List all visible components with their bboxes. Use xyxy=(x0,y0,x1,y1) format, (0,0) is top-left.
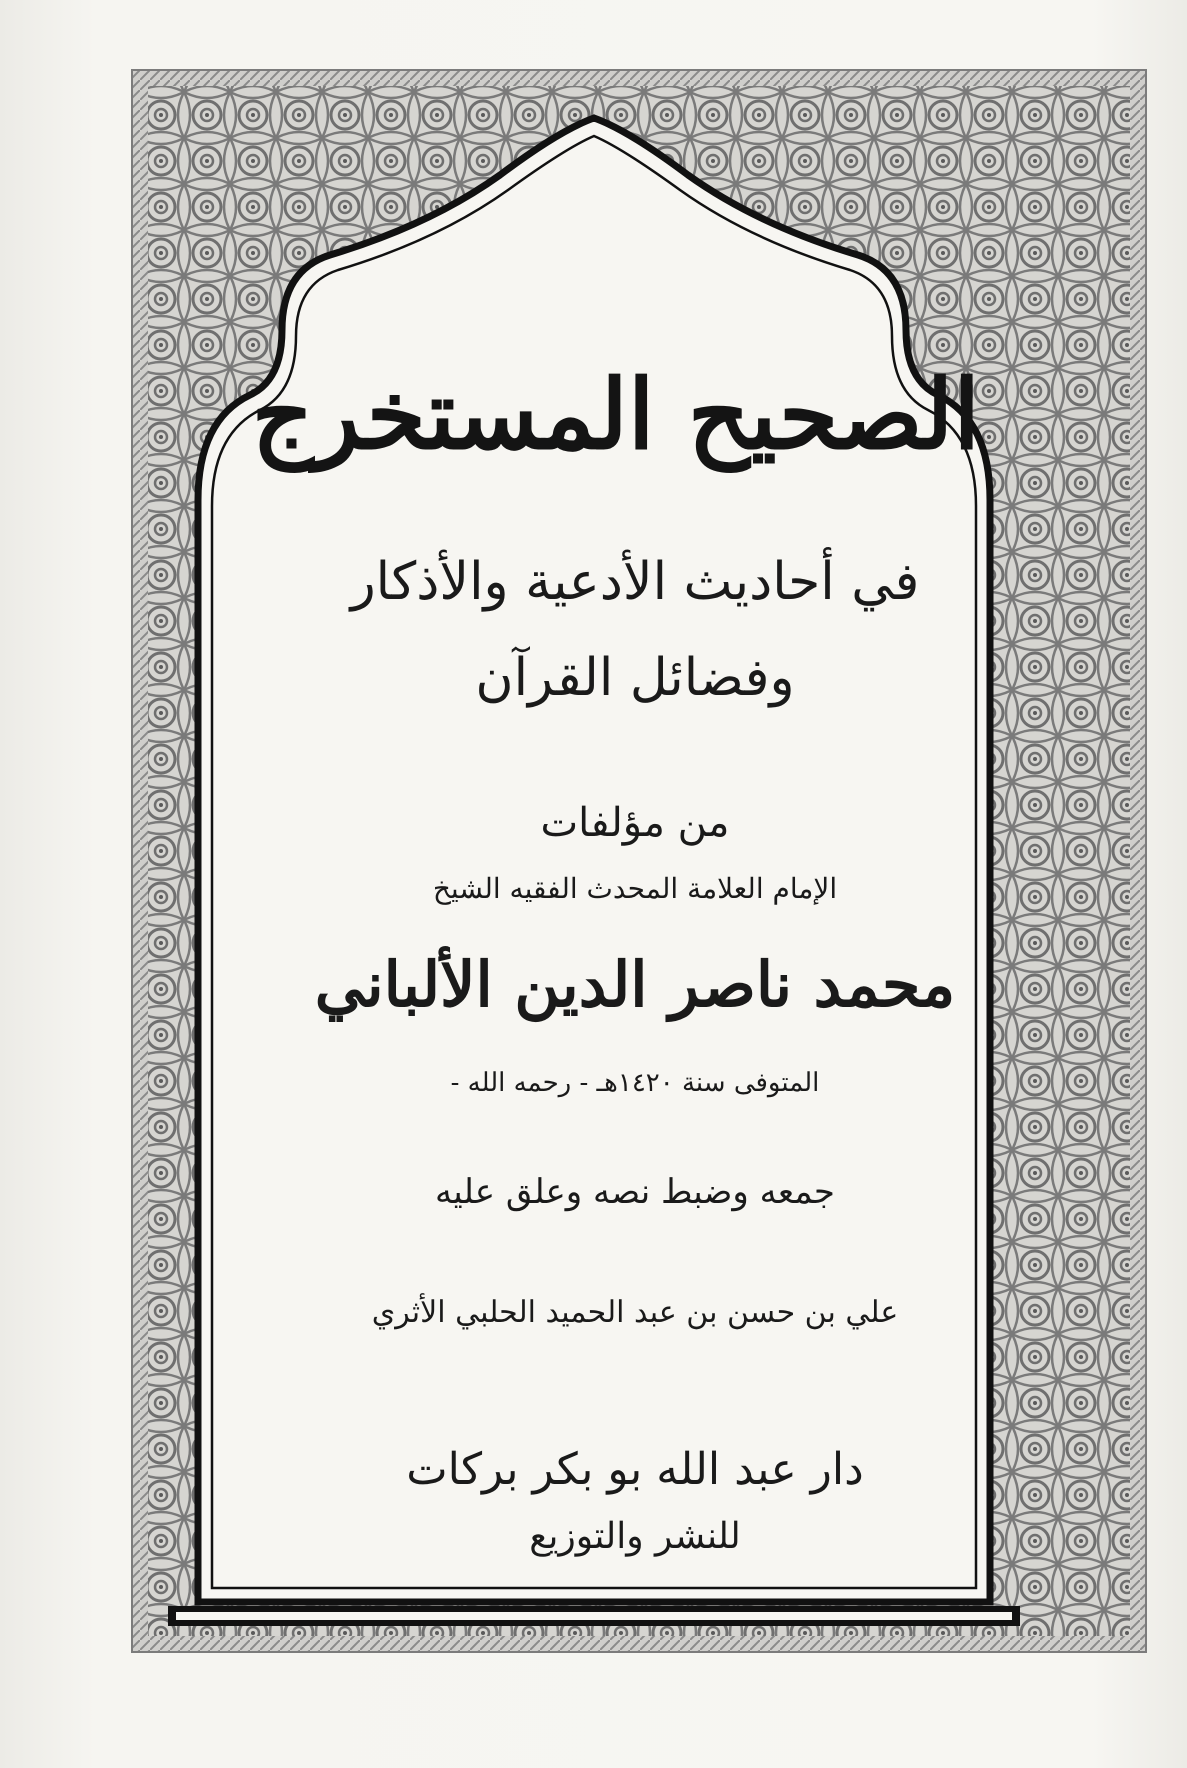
publisher-name: دار عبد الله بو بكر بركات xyxy=(406,1444,864,1495)
publisher-subtitle: للنشر والتوزيع xyxy=(529,1516,741,1557)
book-subtitle-line-2: وفضائل القرآن xyxy=(475,648,795,708)
compiled-by-label: جمعه وضبط نصه وعلق عليه xyxy=(435,1172,835,1212)
from-works-label: من مؤلفات xyxy=(540,800,730,846)
author-honorifics: الإمام العلامة المحدث الفقيه الشيخ xyxy=(432,872,838,905)
book-subtitle-line-1: في أحاديث الأدعية والأذكار xyxy=(350,552,920,612)
editor-name: علي بن حسن بن عبد الحميد الحلبي الأثري xyxy=(371,1295,899,1330)
author-name: محمد ناصر الدين الألباني xyxy=(314,948,956,1021)
author-death-note: المتوفى سنة ١٤٢٠هـ - رحمه الله - xyxy=(450,1068,820,1098)
book-title: الصحيح المستخرج xyxy=(251,358,980,471)
